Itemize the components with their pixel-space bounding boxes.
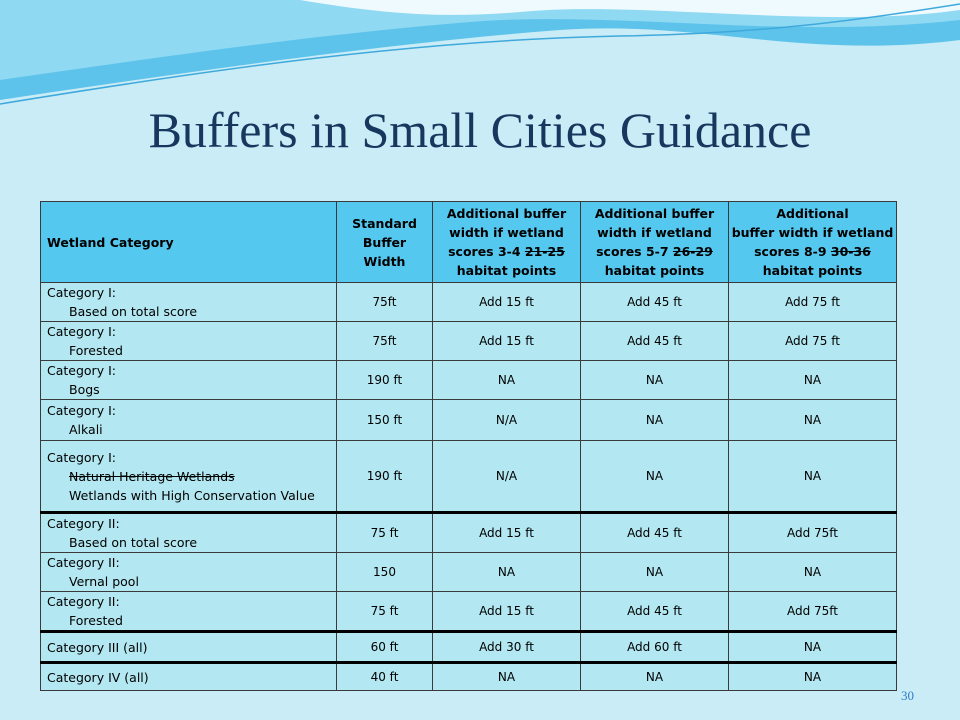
cell-standard: 150 [337,553,433,592]
cell-add-5-7: NA [581,441,729,513]
header-text: scores 5-7 [596,244,673,259]
category-sublabel: Forested [69,343,123,358]
header-text: habitat points [762,263,863,278]
header-strikethrough: 26-29 [672,244,713,259]
cell-add-8-9: NA [729,400,897,441]
page-number: 30 [901,688,914,703]
header-text: Buffer [362,234,407,250]
category-sublabel: Vernal pool [69,574,139,589]
category-label: Category I: [47,363,116,378]
table-row [41,283,897,322]
row-category [41,592,337,632]
header-text: Additional buffer [446,206,567,221]
header-text: Width [363,253,406,269]
table-row [41,592,897,632]
row-category [41,322,337,361]
header-wetland-category: Wetland Category [41,202,337,283]
cell-add-5-7: NA [581,553,729,592]
cell-add-8-9: NA [729,663,897,691]
cell-add-3-4: Add 30 ft [433,632,581,663]
table-row [41,400,897,441]
category-sublabel-struck: Natural Heritage Wetlands [69,468,235,484]
cell-add-5-7: Add 45 ft [581,592,729,632]
cell-add-5-7: Add 60 ft [581,632,729,663]
category-sublabel: Bogs [69,382,100,397]
cell-add-8-9: Add 75 ft [729,322,897,361]
header-text: scores 8-9 [754,244,831,259]
table-row [41,322,897,361]
header-text: Additional buffer [594,206,715,221]
header-text: width if wetland [597,225,712,240]
category-sublabel: Based on total score [69,304,198,319]
category-sublabel: Wetlands with High Conservation Value [69,487,315,503]
category-label: Category I: [47,403,116,418]
cell-add-3-4: NA [433,361,581,400]
category-label: Category II: [47,594,120,609]
category-sublabel: Alkali [69,422,103,437]
cell-standard: 150 ft [337,400,433,441]
header-text: buffer width if wetland [731,225,894,240]
cell-add-8-9: NA [729,553,897,592]
header-strikethrough: 21-25 [524,244,565,259]
cell-standard: 40 ft [337,663,433,691]
cell-add-3-4: Add 15 ft [433,283,581,322]
slide-title: Buffers in Small Cities Guidance [148,102,812,158]
row-category [41,553,337,592]
category-label: Category I: [47,285,116,300]
table-row [41,632,897,663]
row-category [41,632,337,663]
row-category [41,283,337,322]
table-row [41,441,897,513]
category-sublabel: Based on total score [69,535,198,550]
table-header-row [41,202,897,283]
cell-standard: 75 ft [337,592,433,632]
header-standard-buffer [337,202,433,283]
cell-add-5-7: Add 45 ft [581,283,729,322]
cell-add-8-9: NA [729,441,897,513]
cell-add-3-4: NA [433,663,581,691]
header-text: habitat points [604,263,705,278]
cell-add-8-9: Add 75ft [729,513,897,553]
header-additional-5-7 [581,202,729,283]
cell-add-8-9: Add 75 ft [729,283,897,322]
category-sublabel: Forested [69,613,123,628]
cell-add-8-9: Add 75ft [729,592,897,632]
cell-standard: 60 ft [337,632,433,663]
header-text: Additional [776,206,849,221]
table-row [41,513,897,553]
cell-add-3-4: N/A [433,441,581,513]
header-strikethrough: 30-36 [830,244,871,259]
header-additional-3-4 [433,202,581,283]
header-text: width if wetland [449,225,564,240]
cell-add-5-7: Add 45 ft [581,513,729,553]
buffer-table [40,201,897,691]
table-row [41,663,897,691]
header-text: habitat points [456,263,557,278]
cell-add-3-4: Add 15 ft [433,513,581,553]
cell-standard: 75 ft [337,513,433,553]
cell-standard: 190 ft [337,441,433,513]
cell-standard: 75ft [337,322,433,361]
category-label: Category IV (all) [47,669,149,685]
row-category [41,441,337,513]
category-label: Category I: [47,449,116,465]
cell-add-5-7: Add 45 ft [581,322,729,361]
header-text: Standard [352,215,417,231]
cell-add-5-7: NA [581,361,729,400]
header-additional-8-9 [729,202,897,283]
row-category [41,361,337,400]
cell-add-3-4: NA [433,553,581,592]
category-label: Category I: [47,324,116,339]
cell-add-3-4: N/A [433,400,581,441]
row-category [41,400,337,441]
cell-add-5-7: NA [581,400,729,441]
cell-add-8-9: NA [729,361,897,400]
header-text: scores 3-4 [448,244,525,259]
category-label: Category II: [47,555,120,570]
cell-add-8-9: NA [729,632,897,663]
category-label: Category III (all) [47,639,148,655]
cell-add-5-7: NA [581,663,729,691]
row-category [41,513,337,553]
cell-standard: 75ft [337,283,433,322]
category-label: Category II: [47,516,120,531]
cell-add-3-4: Add 15 ft [433,592,581,632]
table-row [41,361,897,400]
cell-standard: 190 ft [337,361,433,400]
table-row [41,553,897,592]
cell-add-3-4: Add 15 ft [433,322,581,361]
row-category [41,663,337,691]
